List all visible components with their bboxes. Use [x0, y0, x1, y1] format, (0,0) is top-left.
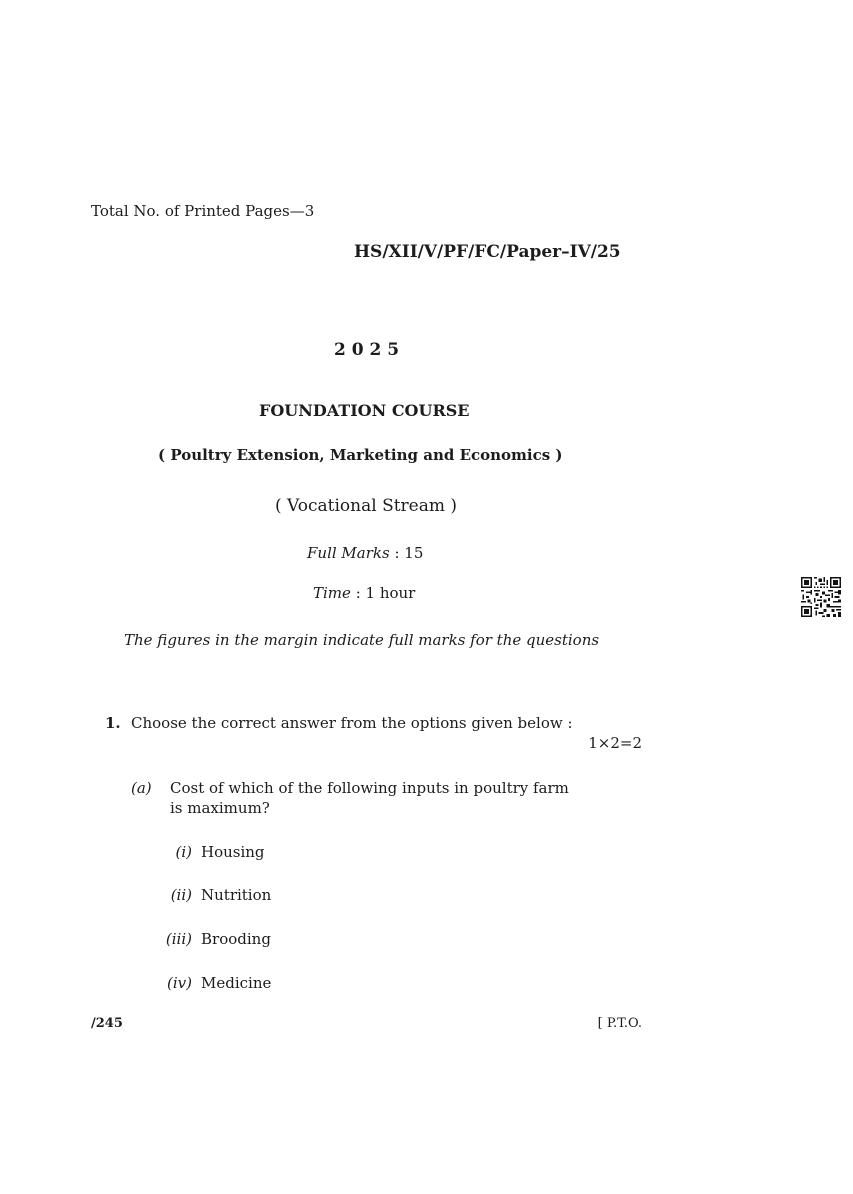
- exam-year: 2 0 2 5: [334, 340, 400, 360]
- course-title: FOUNDATION COURSE: [259, 401, 470, 420]
- full-marks-value: : 15: [394, 544, 424, 562]
- footer-page-code: /245: [91, 1016, 123, 1031]
- time-value: : 1 hour: [355, 584, 416, 602]
- option-iii-label: (iii): [165, 930, 192, 948]
- qr-code-icon: [801, 577, 841, 617]
- paper-code: HS/XII/V/PF/FC/Paper–IV/25: [354, 242, 621, 262]
- question-1-marks: 1×2=2: [588, 734, 642, 752]
- part-a-text-line2: is maximum?: [170, 799, 270, 817]
- part-a-text-line1: Cost of which of the following inputs in poultry farm: [170, 779, 569, 797]
- option-ii-label: (ii): [170, 886, 192, 904]
- option-iv-text: Medicine: [201, 974, 272, 992]
- instruction: The figures in the margin indicate full marks for the questions: [124, 631, 600, 649]
- footer-pto: [ P.T.O.: [597, 1016, 642, 1031]
- option-i-label: (i): [175, 843, 192, 861]
- full-marks-label: Full Marks: [307, 544, 390, 562]
- time: [313, 584, 415, 602]
- option-iv-label: (iv): [167, 974, 192, 992]
- option-ii-text: Nutrition: [201, 886, 272, 904]
- total-pages: Total No. of Printed Pages—3: [91, 202, 315, 220]
- question-1-number: 1.: [105, 714, 121, 732]
- time-label: Time: [313, 584, 351, 602]
- full-marks: [307, 544, 423, 562]
- stream: ( Vocational Stream ): [275, 496, 458, 516]
- part-a-label: (a): [131, 779, 152, 797]
- question-1-text: Choose the correct answer from the options given below :: [131, 714, 573, 732]
- option-iii-text: Brooding: [201, 930, 271, 948]
- option-i-text: Housing: [201, 843, 265, 861]
- subject-title: ( Poultry Extension, Marketing and Economics ): [158, 446, 563, 464]
